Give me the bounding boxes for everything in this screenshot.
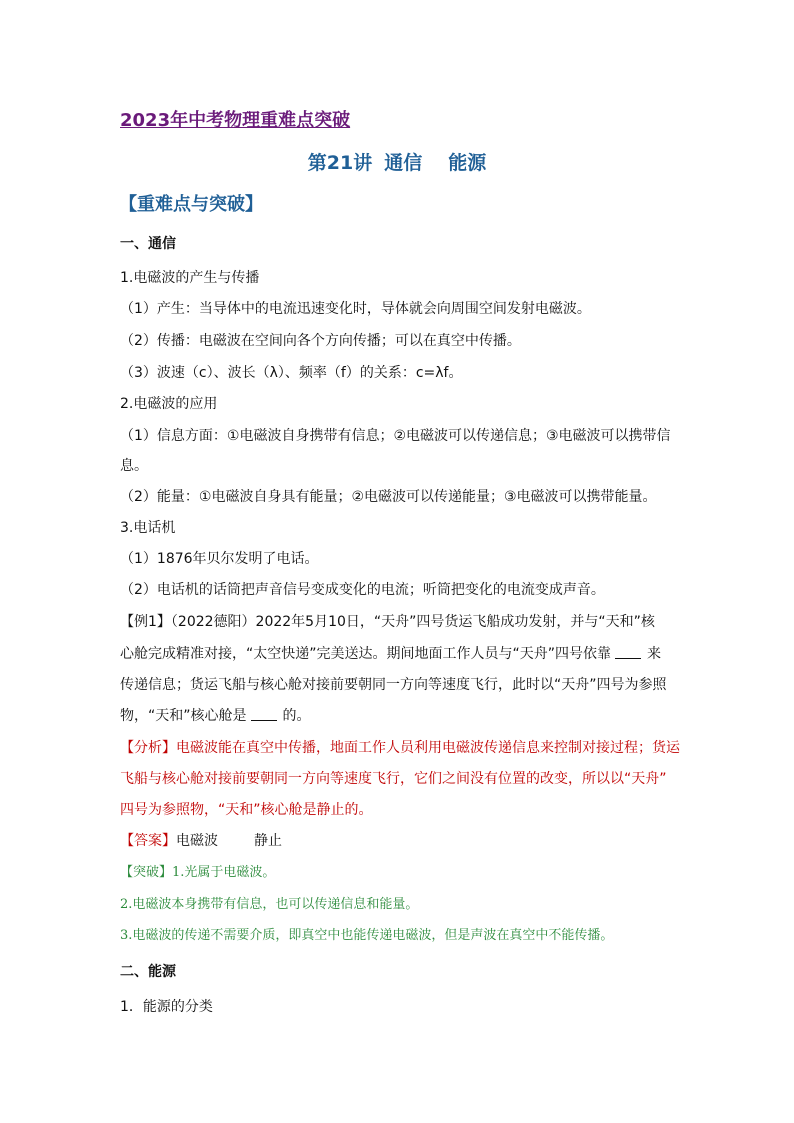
analysis-line-3: 四号为参照物，“天和”核心舱是静止的。 xyxy=(120,802,373,818)
energy-p1-title: 1．能源的分类 xyxy=(120,999,213,1015)
series-title: 2023年中考物理重难点突破 xyxy=(120,110,351,131)
p1-b: （2）传播：电磁波在空间向各个方向传播；可以在真空中传播。 xyxy=(120,333,521,349)
answer-blank-1 xyxy=(615,644,641,659)
example-line-4: 物，“天和”核心舱是 的。 xyxy=(120,708,311,724)
p2-title: 2.电磁波的应用 xyxy=(120,396,218,412)
answer-blank-2 xyxy=(251,706,277,721)
lecture-topic-1: 通信 xyxy=(384,152,423,174)
p3-title: 3.电话机 xyxy=(120,520,176,536)
section-label: 【重难点与突破】 xyxy=(119,194,263,215)
tip-line-2: 2.电磁波本身携带有信息，也可以传递信息和能量。 xyxy=(120,897,419,912)
lecture-topic-2: 能源 xyxy=(448,152,487,174)
analysis-line-2: 飞船与核心舱对接前要朝同一方向等速度飞行，它们之间没有位置的改变，所以以“天舟” xyxy=(120,771,667,787)
example-line-2: 心舱完成精准对接，“太空快递”完美送达。期间地面工作人员与“天舟”四号依靠 来 xyxy=(120,646,662,662)
p1-a: （1）产生：当导体中的电流迅速变化时，导体就会向周围空间发射电磁波。 xyxy=(120,301,591,317)
p2-a-line2: 息。 xyxy=(120,458,148,474)
p3-a: （1）1876年贝尔发明了电话。 xyxy=(120,551,319,567)
example-line-1: 【例1】（2022德阳）2022年5月10日，“天舟”四号货运飞船成功发射，并与“天和”核 xyxy=(120,614,655,630)
analysis-line-1: 【分析】电磁波能在真空中传播，地面工作人员利用电磁波传递信息来控制对接过程；货运 xyxy=(120,740,680,756)
p3-b: （2）电话机的话筒把声音信号变成变化的电流；听筒把变化的电流变成声音。 xyxy=(120,582,605,598)
p1-title: 1.电磁波的产生与传播 xyxy=(120,270,260,286)
heading-communication: 一、通信 xyxy=(120,236,176,252)
lecture-number: 第21讲 xyxy=(307,152,373,174)
answer-1: 电磁波 xyxy=(176,833,218,849)
answer-2: 静止 xyxy=(254,833,282,849)
tip-line-1: 【突破】1.光属于电磁波。 xyxy=(120,865,276,880)
heading-energy: 二、能源 xyxy=(120,964,176,980)
p2-a-line1: （1）信息方面：①电磁波自身携带有信息；②电磁波可以传递信息；③电磁波可以携带信 xyxy=(120,428,671,444)
example-line-3: 传递信息；货运飞船与核心舱对接前要朝同一方向等速度飞行，此时以“天舟”四号为参照 xyxy=(120,677,667,693)
p2-b: （2）能量：①电磁波自身具有能量；②电磁波可以传递能量；③电磁波可以携带能量。 xyxy=(120,489,657,505)
lecture-title xyxy=(0,148,794,175)
p1-c: （3）波速（c）、波长（λ）、频率（f）的关系：c=λf。 xyxy=(120,365,463,381)
tip-line-3: 3.电磁波的传递不需要介质，即真空中也能传递电磁波，但是声波在真空中不能传播。 xyxy=(120,928,614,943)
answer-line xyxy=(120,831,282,851)
answer-label: 【答案】 xyxy=(120,833,176,849)
